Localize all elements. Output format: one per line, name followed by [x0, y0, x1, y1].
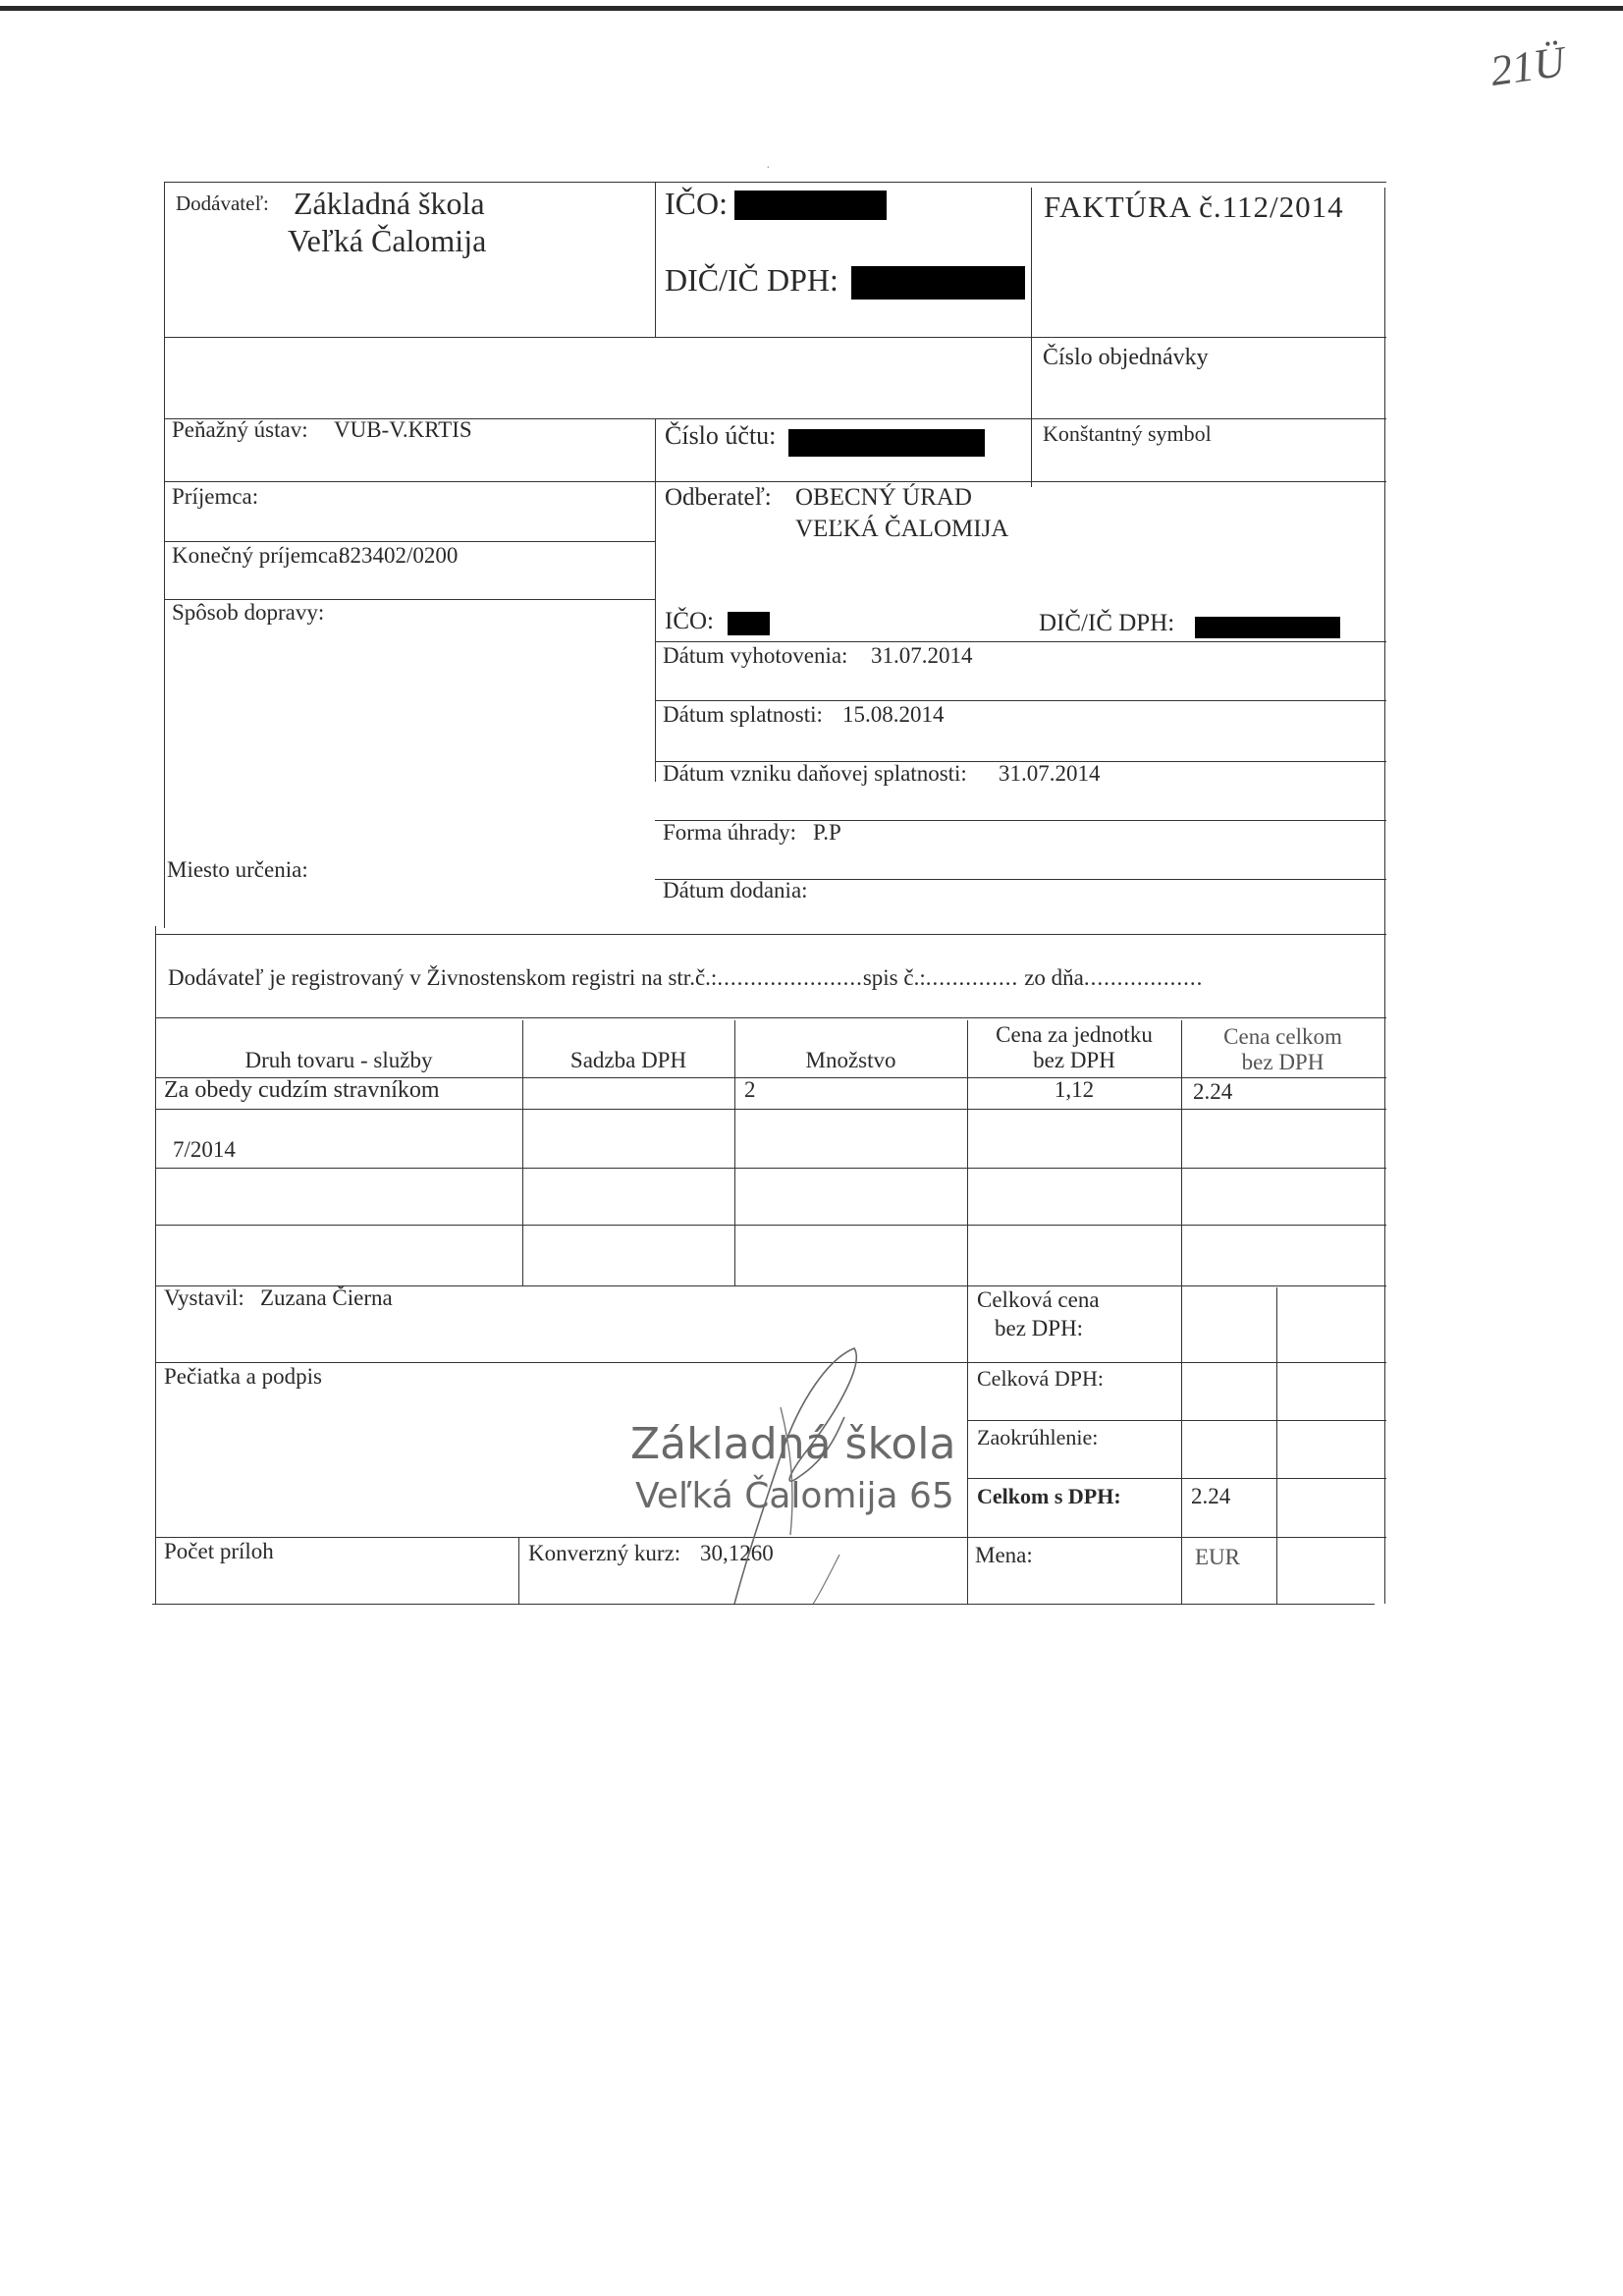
item-quantity: 2 [744, 1077, 756, 1102]
tax-date-value: 31.07.2014 [999, 761, 1101, 786]
payment-value: P.P [813, 820, 841, 845]
transport-label: Spôsob dopravy: [172, 600, 325, 625]
tax-date-label: Dátum vzniku daňovej splatnosti: [663, 761, 967, 786]
recipient-label: Príjemca: [172, 484, 259, 509]
rounding-label: Zaokrúhlenie: [977, 1425, 1099, 1449]
frame-right [1384, 188, 1385, 1604]
bank-label: Peňažný ústav: [172, 417, 308, 442]
total-no-vat-label-2: bez DPH: [995, 1316, 1084, 1340]
customer-ico-label: IČO: [665, 608, 714, 634]
signature [152, 180, 1375, 1604]
currency-value: EUR [1195, 1545, 1240, 1569]
col-header-goods: Druh tovaru - služby [244, 1048, 433, 1072]
issued-by-value: Zuzana Čierna [260, 1285, 393, 1310]
customer-name-line2: VEĽKÁ ČALOMIJA [795, 516, 1009, 542]
payment-label: Forma úhrady: [663, 820, 797, 845]
constant-symbol-label: Konštantný symbol [1043, 421, 1212, 446]
frame-bottom [152, 1604, 1375, 1605]
total-no-vat-label: Celková cena [977, 1287, 1100, 1312]
grand-total-label: Celkom s DPH: [977, 1484, 1121, 1508]
account-label: Číslo účtu: [665, 421, 777, 450]
final-recipient-label: Konečný príjemca: [172, 543, 345, 568]
attachments-label: Počet príloh [164, 1539, 274, 1563]
stamp-line2: Veľká Čalomija 65 [635, 1476, 954, 1516]
destination-label: Miesto určenia: [167, 857, 308, 882]
handwritten-page-number: 21Ü [1487, 36, 1568, 96]
scan-top-edge [0, 6, 1623, 11]
supplier-name: Základná škola [294, 186, 485, 221]
item-total: 2.24 [1193, 1079, 1233, 1104]
customer-label: Odberateľ: [665, 484, 772, 511]
col-header-unit-price: Cena za jednotku [996, 1022, 1153, 1047]
item-goods-2: 7/2014 [173, 1137, 236, 1162]
final-recipient-value: 823402/0200 [339, 543, 459, 568]
invoice-form [152, 180, 1375, 1604]
bank-value: VUB-V.KRTIS [334, 417, 472, 442]
supplier-dic-label: DIČ/IČ DPH: [665, 262, 839, 298]
conversion-value: 30,1260 [700, 1541, 774, 1565]
registry-text: Dodávateľ je registrovaný v Živnostenskom registri na str.č.:......................spis č.:.............. zo dňa.................. [168, 965, 1204, 990]
supplier-name-line2: Veľká Čalomija [288, 223, 487, 258]
conversion-label: Konverzný kurz: [528, 1541, 681, 1565]
item-goods: Za obedy cudzím stravníkom [164, 1077, 440, 1103]
supplier-ico-label: IČO: [665, 186, 728, 221]
grand-total-value: 2.24 [1191, 1484, 1231, 1508]
supplier-label: Dodávateľ: [176, 191, 269, 215]
col-header-vat-rate: Sadzba DPH [569, 1048, 687, 1072]
issued-by-label: Vystavil: [164, 1285, 244, 1310]
stamp-line1: Základná škola [630, 1419, 956, 1469]
delivery-label: Dátum dodania: [663, 878, 808, 902]
stamp-label: Pečiatka a podpis [164, 1364, 322, 1389]
col-header-unit-price-2: bez DPH [1033, 1048, 1115, 1072]
issued-label: Dátum vyhotovenia: [663, 643, 848, 668]
col-header-total: Cena celkom [1223, 1024, 1342, 1049]
customer-dic-label: DIČ/IČ DPH: [1039, 610, 1175, 636]
col-header-quantity: Množstvo [805, 1048, 896, 1072]
due-label: Dátum splatnosti: [663, 702, 823, 727]
total-vat-label: Celková DPH: [977, 1366, 1104, 1391]
currency-label: Mena: [975, 1543, 1033, 1567]
col-header-total-2: bez DPH [1241, 1050, 1325, 1074]
customer-name: OBECNÝ ÚRAD [795, 484, 972, 511]
item-unit-price: 1,12 [1054, 1077, 1095, 1102]
order-number-label: Číslo objednávky [1043, 345, 1209, 370]
issued-value: 31.07.2014 [871, 643, 973, 668]
invoice-title: FAKTÚRA č.112/2014 [1044, 190, 1344, 224]
due-value: 15.08.2014 [842, 702, 945, 727]
scan-speck: · [766, 161, 771, 176]
